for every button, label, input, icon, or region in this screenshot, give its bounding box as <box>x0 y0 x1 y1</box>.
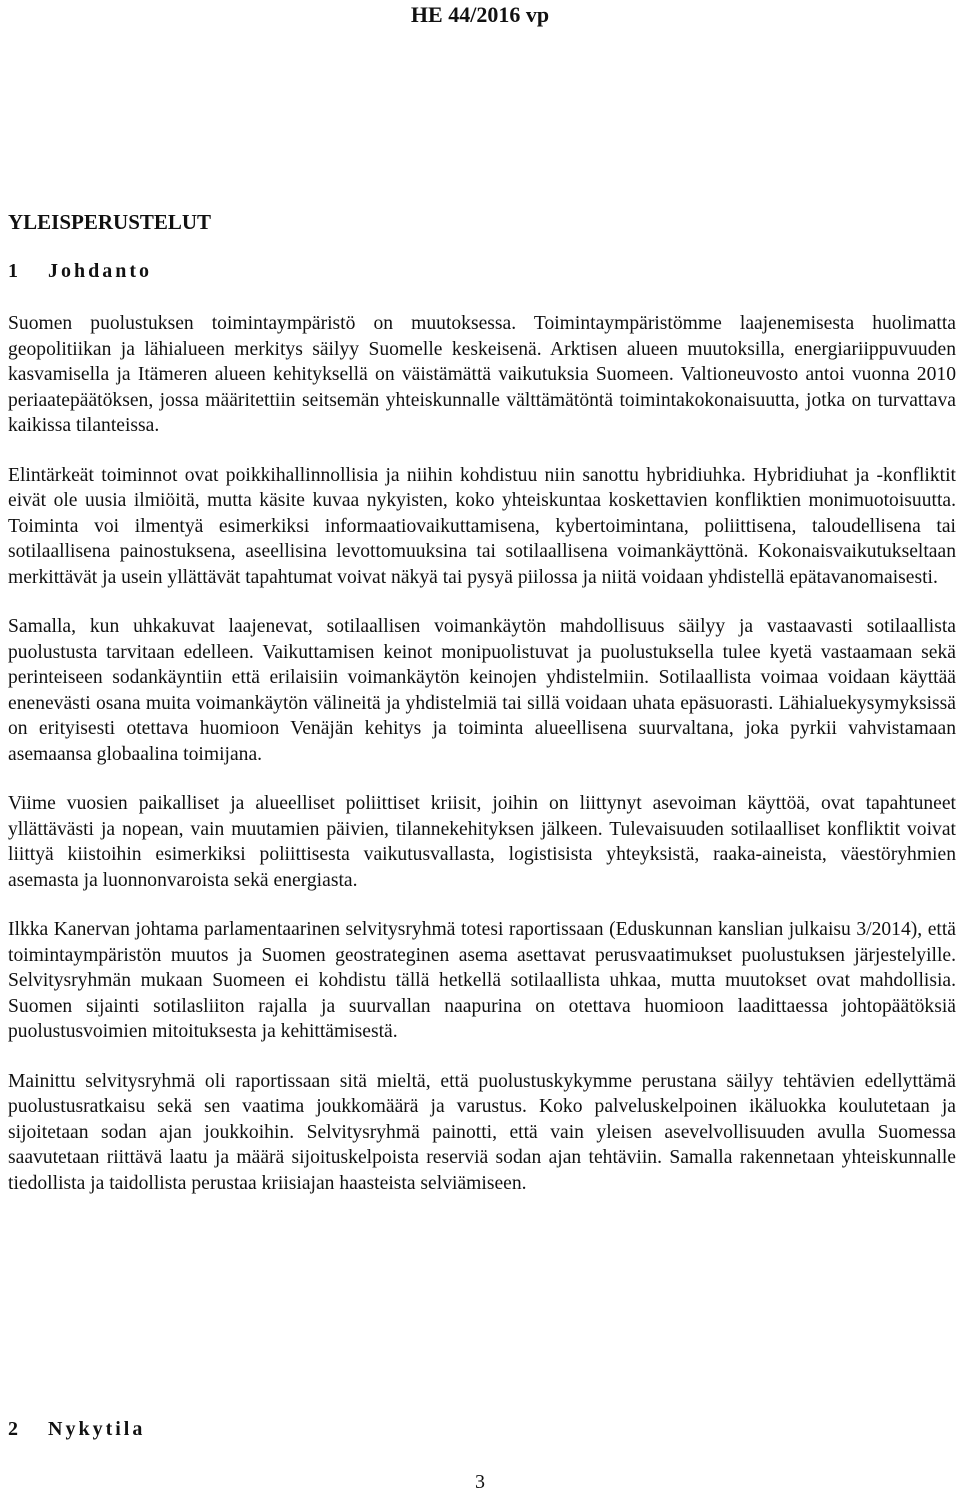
paragraph: Viime vuosien paikalliset ja alueelliset poliittiset kriisit, joihin on liittynyt asevoiman käyttöä, ovat tapahtuneet yllättävästi ja nopean, vain muutamien päivien, tilannekehityksen jälkeen. Tulevaisuuden sotilaalliset konfliktit voivat liittyä kiistoihin esimerkiksi poliittisesta vaikutusvallasta, logistisista yhteyksistä, raaka-aineista, väestöryhmien asemasta ja luonnonvaroista sekä energiasta. <box>8 793 956 891</box>
section-heading-johdanto <box>8 258 956 284</box>
paragraph: Mainittu selvitysryhmä oli raportissaan sitä mieltä, että puolustuskykymme perustana säilyy tehtävien edellyttämä puolustusratkaisu sekä sen vaatima joukkomäärä ja varustus. Koko palveluskelpoinen ikäluokka koulutetaan ja sijoitetaan sodan ajan joukkoihin. Selvitysryhmä painotti, että vain yleisen asevelvollisuuden avulla Suomessa saavutetaan riittävä laatu ja määrä sijoituskelpoista reserviä sodan ajan tehtäviin. Samalla rakennetaan yhteiskunnalle tiedollista ja taidollista perustaa kriisiajan haasteista selviämiseen. <box>8 1070 956 1194</box>
document-id: HE 44/2016 vp <box>410 2 550 27</box>
paragraph: Elintärkeät toiminnot ovat poikkihallinnollisia ja niihin kohdistuu niin sanottu hybridiuhka. Hybridiuhat ja -konfliktit eivät ole uusia ilmiöitä, mutta käsite kuvaa nykyisten, koko yhteiskuntaa koskettavien konfliktien monimuotoisuutta. Toiminta voi ilmentyä esimerkiksi informaatiovaikuttamisena, kybertoimintana, poliittisena, taloudellisena tai sotilaallisena painostuksena, aseellisina levottomuuksina tai sotilaallisena voimankäyttönä. Kokonaisvaikutukseltaan merkittävät ja usein yllättävät tapahtumat voivat näkyä tai pysyä piilossa ja niitä voidaan yhdistellä epätavanomaisesti. <box>8 464 956 588</box>
document-header <box>0 0 960 28</box>
section-title: Nykytila <box>48 1418 146 1440</box>
main-heading: YLEISPERUSTELUT <box>8 210 212 234</box>
document-body <box>8 208 956 1220</box>
section-number: 2 <box>8 1418 18 1440</box>
paragraph: Suomen puolustuksen toimintaympäristö on muutoksessa. Toimintaympäristömme laajenemisesta huolimatta geopolitiikan ja lähialueen merkitys säilyy Suomelle keskeisenä. Arktisen alueen muutoksilla, energiariippuvuuden kasvamisella ja Itämeren alueen kehityksellä on väistämättä vaikutuksia Suomeen. Valtioneuvosto antoi vuonna 2010 periaatepäätöksen, jossa määritettiin seitsemän yhteiskunnalle välttämätöntä toimintakokonaisuutta, jotka on turvattava kaikissa tilanteissa. <box>8 313 956 436</box>
section-number: 1 <box>8 260 18 282</box>
page-number: 3 <box>475 1471 485 1493</box>
section-heading-nykytila <box>8 1416 145 1442</box>
paragraph: Ilkka Kanervan johtama parlamentaarinen selvitysryhmä totesi raportissaan (Eduskunnan kanslian julkaisu 3/2014), että toimintaympäristön muutos ja Suomen geostrateginen asema asettavat perusvaatimukset puolustuksen järjestelyille. Selvitysryhmän mukaan Suomeen ei kohdistu tällä hetkellä sotilaallista uhkaa, mutta muutokset ovat mahdollisia. Suomen sijainti sotilasliiton rajalla ja suurvallan naapurina on otettava huomioon laadittaessa johtopäätöksiä puolustusvoimien mitoituksesta ja kehittämisestä. <box>8 919 956 1042</box>
paragraph: Samalla, kun uhkakuvat laajenevat, sotilaallisen voimankäytön mahdollisuus säilyy ja vastaavasti sotilaallista puolustusta tarvitaan edelleen. Vaikuttamisen keinot monipuolistuvat ja puolustuksella tulee kyetä vastaamaan sekä perinteiseen sodankäyntiin että erilaisiin voimankäytön keinojen yhdistelmiin. Sotilaallista voimaa voidaan käyttää enenevästi osana muita voimankäytön välineitä ja yhdistelmiä tai sillä voidaan uhata epäsuorasti. Lähialuekysymyksissä on erityisesti otettava huomioon Venäjän kehitys ja toiminta alueellisena suurvaltana, joka pyrkii vahvistamaan asemaansa globaalina toimijana. <box>8 616 956 765</box>
section-title: Johdanto <box>48 260 153 282</box>
